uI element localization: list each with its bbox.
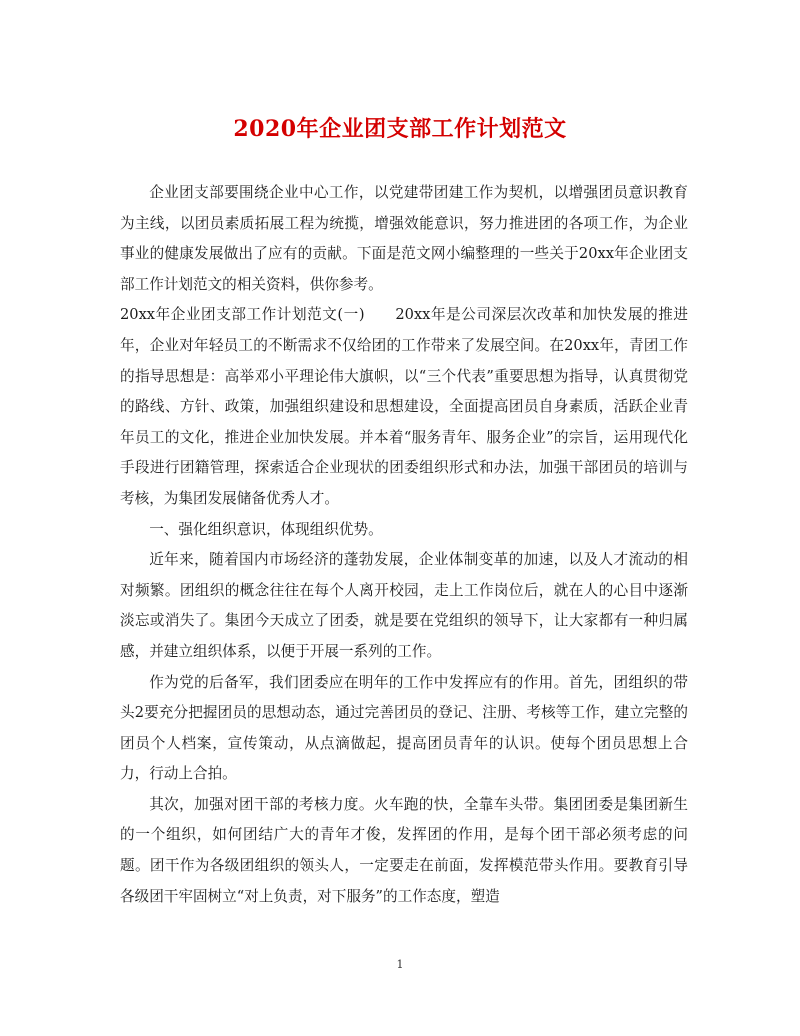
- paragraph: 20xx年企业团支部工作计划范文(一) 20xx年是公司深层次改革和加快发展的推进年，企业对年轻员工的不断需求不仅给团的工作带来了发展空间。在20xx年，青团工作的指导思想是：高举邓小平理论伟大旗帜，以“三个代表”重要思想为指导，认真贯彻党的路线、方针、政策，加强组织建设和思想建设，全面提高团员自身素质，活跃企业青年员工的文化，推进企业加快发展。并本着“服务青年、服务企业”的宗旨，运用现代化手段进行团籍管理，探索适合企业现状的团委组织形式和办法，加强干部团员的培训与考核，为集团发展储备优秀人才。: [120, 306, 688, 507]
- paragraph: 作为党的后备军，我们团委应在明年的工作中发挥应有的作用。首先，团组织的带头2要充分把握团员的思想动态，通过完善团员的登记、注册、考核等工作，建立完整的团员个人档案，宣传策动，从点滴做起，提高团员青年的认识。使每个团员思想上合力，行动上合拍。: [120, 673, 688, 783]
- paragraph: 近年来，随着国内市场经济的蓬勃发展，企业体制变革的加速，以及人才流动的相对频繁。团组织的概念往往在每个人离开校园，走上工作岗位后，就在人的心目中逐渐淡忘或消失了。集团今天成立了团委，就是要在党组织的领导下，让大家都有一种归属感，并建立组织体系，以便于开展一系列的工作。: [120, 551, 688, 660]
- paragraph: 企业团支部要围绕企业中心工作，以党建带团建工作为契机，以增强团员意识教育为主线，以团员素质拓展工程为统揽，增强效能意识，努力推进团的各项工作，为企业事业的健康发展做出了应有的贡献。下面是范文网小编整理的一些关于20xx年企业团支部工作计划范文的相关资料，供你参考。: [120, 184, 688, 293]
- section-heading: 一、强化组织意识，体现组织优势。: [149, 520, 383, 538]
- page-number: 1: [396, 958, 404, 971]
- document-body: [120, 178, 688, 912]
- paragraph: 其次，加强对团干部的考核力度。火车跑的快，全靠车头带。集团团委是集团新生的一个组织，如何团结广大的青年才俊，发挥团的作用，是每个团干部必须考虑的问题。团干作为各级团组织的领头人，一定要走在前面，发挥模范带头作用。要教育引导各级团干牢固树立“对上负责，对下服务”的工作态度，塑造: [120, 795, 688, 905]
- document-title: 2020年企业团支部工作计划范文: [233, 116, 567, 142]
